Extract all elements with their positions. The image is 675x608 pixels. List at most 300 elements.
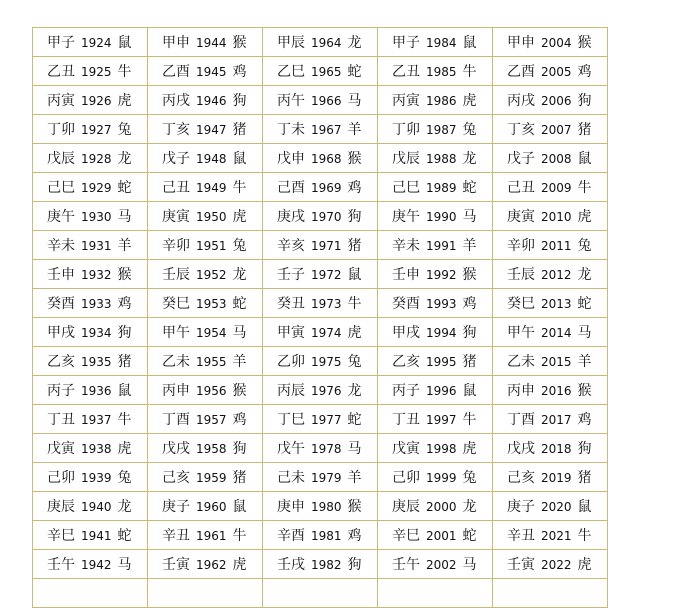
year-cell — [263, 57, 378, 86]
year-label: 1932 — [81, 268, 112, 282]
year-label: 1990 — [426, 210, 457, 224]
year-label: 1988 — [426, 152, 457, 166]
zodiac-label: 兔 — [577, 238, 592, 254]
year-label: 2014 — [541, 326, 572, 340]
year-cell — [263, 115, 378, 144]
year-cell — [148, 115, 263, 144]
zodiac-label: 猪 — [117, 354, 132, 370]
year-cell — [493, 550, 608, 579]
year-cell — [378, 202, 493, 231]
year-label: 1998 — [426, 442, 457, 456]
year-label: 1972 — [311, 268, 342, 282]
year-cell — [263, 318, 378, 347]
ganzhi-label: 甲申 — [162, 35, 190, 51]
year-label: 2019 — [541, 471, 572, 485]
ganzhi-label: 壬子 — [277, 267, 305, 283]
table-row — [33, 463, 608, 492]
table-row — [33, 492, 608, 521]
zodiac-label: 兔 — [462, 470, 477, 486]
zodiac-label: 鸡 — [462, 296, 477, 312]
year-cell — [33, 347, 148, 376]
ganzhi-label: 辛未 — [47, 238, 75, 254]
zodiac-label: 马 — [117, 557, 132, 573]
year-cell — [493, 57, 608, 86]
zodiac-label: 鸡 — [347, 528, 362, 544]
zodiac-label: 马 — [117, 209, 132, 225]
ganzhi-label: 乙卯 — [277, 354, 305, 370]
ganzhi-label: 庚子 — [507, 499, 535, 515]
year-label: 1929 — [81, 181, 112, 195]
year-label: 1953 — [196, 297, 227, 311]
year-label: 1966 — [311, 94, 342, 108]
zodiac-label: 猪 — [462, 354, 477, 370]
ganzhi-label: 癸巳 — [162, 296, 190, 312]
ganzhi-label: 丁卯 — [47, 122, 75, 138]
year-label: 2007 — [541, 123, 572, 137]
zodiac-label: 蛇 — [347, 64, 362, 80]
year-cell — [378, 173, 493, 202]
ganzhi-label: 己卯 — [47, 470, 75, 486]
ganzhi-label: 壬申 — [392, 267, 420, 283]
zodiac-label: 鼠 — [117, 35, 132, 51]
year-cell — [493, 28, 608, 57]
year-cell — [493, 260, 608, 289]
zodiac-label: 马 — [462, 557, 477, 573]
ganzhi-label: 己酉 — [277, 180, 305, 196]
table-row — [33, 115, 608, 144]
ganzhi-label: 丙申 — [507, 383, 535, 399]
ganzhi-label: 辛丑 — [507, 528, 535, 544]
year-label: 2022 — [541, 558, 572, 572]
year-cell — [33, 86, 148, 115]
ganzhi-label: 戊子 — [162, 151, 190, 167]
year-label: 2013 — [541, 297, 572, 311]
ganzhi-label: 辛未 — [392, 238, 420, 254]
ganzhi-label: 丙子 — [392, 383, 420, 399]
year-cell — [148, 173, 263, 202]
year-label: 1924 — [81, 36, 112, 50]
zodiac-label: 龙 — [347, 35, 362, 51]
year-label: 2018 — [541, 442, 572, 456]
year-cell — [148, 347, 263, 376]
zodiac-label: 牛 — [232, 180, 247, 196]
ganzhi-year-table — [32, 27, 608, 608]
year-cell — [493, 202, 608, 231]
ganzhi-label: 丙戌 — [507, 93, 535, 109]
zodiac-label: 猴 — [347, 499, 362, 515]
year-cell — [493, 115, 608, 144]
year-label: 1964 — [311, 36, 342, 50]
ganzhi-label: 壬寅 — [507, 557, 535, 573]
zodiac-label: 鼠 — [232, 151, 247, 167]
year-cell — [493, 492, 608, 521]
year-cell — [263, 144, 378, 173]
ganzhi-label: 戊戌 — [507, 441, 535, 457]
zodiac-label: 牛 — [462, 412, 477, 428]
year-label: 1945 — [196, 65, 227, 79]
ganzhi-label: 丙寅 — [392, 93, 420, 109]
zodiac-label: 猪 — [577, 122, 592, 138]
zodiac-label: 鸡 — [232, 412, 247, 428]
ganzhi-label: 壬戌 — [277, 557, 305, 573]
year-label: 1946 — [196, 94, 227, 108]
zodiac-label: 鸡 — [232, 64, 247, 80]
year-label: 1992 — [426, 268, 457, 282]
zodiac-label: 猴 — [347, 151, 362, 167]
zodiac-label: 蛇 — [462, 180, 477, 196]
zodiac-label: 羊 — [347, 470, 362, 486]
year-cell — [33, 579, 148, 608]
year-cell — [493, 579, 608, 608]
zodiac-label: 狗 — [117, 325, 132, 341]
zodiac-label: 鸡 — [577, 64, 592, 80]
zodiac-label: 虎 — [232, 209, 247, 225]
year-cell — [263, 86, 378, 115]
year-label: 1948 — [196, 152, 227, 166]
ganzhi-label: 乙亥 — [392, 354, 420, 370]
zodiac-label: 鼠 — [577, 499, 592, 515]
ganzhi-label: 甲子 — [392, 35, 420, 51]
ganzhi-label: 乙未 — [162, 354, 190, 370]
zodiac-label: 兔 — [462, 122, 477, 138]
ganzhi-label: 甲子 — [47, 35, 75, 51]
ganzhi-label: 癸丑 — [277, 296, 305, 312]
ganzhi-label: 甲戌 — [392, 325, 420, 341]
ganzhi-label: 丁亥 — [507, 122, 535, 138]
year-cell — [148, 434, 263, 463]
ganzhi-label: 辛酉 — [277, 528, 305, 544]
table-row — [33, 28, 608, 57]
year-cell — [263, 347, 378, 376]
zodiac-label: 猴 — [117, 267, 132, 283]
year-cell — [148, 318, 263, 347]
ganzhi-label: 己巳 — [392, 180, 420, 196]
year-cell — [378, 115, 493, 144]
ganzhi-label: 丁丑 — [47, 412, 75, 428]
zodiac-label: 兔 — [347, 354, 362, 370]
zodiac-label: 龙 — [462, 499, 477, 515]
year-label: 2017 — [541, 413, 572, 427]
ganzhi-label: 癸酉 — [47, 296, 75, 312]
year-label: 1942 — [81, 558, 112, 572]
table-row — [33, 318, 608, 347]
year-cell — [33, 202, 148, 231]
year-cell — [378, 28, 493, 57]
table-row — [33, 376, 608, 405]
year-cell — [33, 492, 148, 521]
ganzhi-label: 丙寅 — [47, 93, 75, 109]
year-cell — [378, 289, 493, 318]
year-cell — [148, 550, 263, 579]
zodiac-label: 狗 — [232, 441, 247, 457]
year-cell — [493, 347, 608, 376]
zodiac-label: 兔 — [232, 238, 247, 254]
table-row — [33, 144, 608, 173]
ganzhi-label: 辛亥 — [277, 238, 305, 254]
year-label: 1934 — [81, 326, 112, 340]
year-cell — [493, 521, 608, 550]
zodiac-label: 鸡 — [347, 180, 362, 196]
ganzhi-label: 辛丑 — [162, 528, 190, 544]
year-label: 1947 — [196, 123, 227, 137]
year-cell — [33, 521, 148, 550]
year-label: 1925 — [81, 65, 112, 79]
zodiac-label: 猴 — [232, 383, 247, 399]
zodiac-label: 牛 — [117, 412, 132, 428]
year-cell — [33, 260, 148, 289]
year-cell — [493, 318, 608, 347]
ganzhi-label: 戊辰 — [392, 151, 420, 167]
year-cell — [33, 405, 148, 434]
year-label: 2008 — [541, 152, 572, 166]
ganzhi-label: 壬申 — [47, 267, 75, 283]
ganzhi-label: 己丑 — [507, 180, 535, 196]
zodiac-label: 狗 — [232, 93, 247, 109]
ganzhi-label: 辛卯 — [507, 238, 535, 254]
ganzhi-label: 己卯 — [392, 470, 420, 486]
zodiac-label: 羊 — [117, 238, 132, 254]
ganzhi-label: 己亥 — [507, 470, 535, 486]
ganzhi-label: 乙丑 — [392, 64, 420, 80]
zodiac-label: 马 — [347, 93, 362, 109]
ganzhi-label: 己未 — [277, 470, 305, 486]
ganzhi-label: 甲寅 — [277, 325, 305, 341]
ganzhi-label: 庚辰 — [47, 499, 75, 515]
year-label: 2021 — [541, 529, 572, 543]
year-cell — [493, 231, 608, 260]
year-cell — [493, 376, 608, 405]
year-cell — [378, 405, 493, 434]
zodiac-label: 牛 — [117, 64, 132, 80]
zodiac-label: 牛 — [347, 296, 362, 312]
year-label: 1930 — [81, 210, 112, 224]
year-label: 1941 — [81, 529, 112, 543]
zodiac-label: 牛 — [577, 528, 592, 544]
year-label: 1985 — [426, 65, 457, 79]
table-row — [33, 579, 608, 608]
ganzhi-label: 戊戌 — [162, 441, 190, 457]
year-label: 1970 — [311, 210, 342, 224]
year-label: 1977 — [311, 413, 342, 427]
year-label: 1933 — [81, 297, 112, 311]
year-cell — [378, 144, 493, 173]
ganzhi-label: 丙辰 — [277, 383, 305, 399]
year-cell — [378, 260, 493, 289]
zodiac-label: 鼠 — [577, 151, 592, 167]
zodiac-label: 蛇 — [232, 296, 247, 312]
year-label: 1928 — [81, 152, 112, 166]
year-label: 1976 — [311, 384, 342, 398]
year-cell — [33, 550, 148, 579]
zodiac-label: 猪 — [577, 470, 592, 486]
table-row — [33, 202, 608, 231]
year-label: 1949 — [196, 181, 227, 195]
zodiac-label: 虎 — [232, 557, 247, 573]
year-label: 1968 — [311, 152, 342, 166]
year-label: 1960 — [196, 500, 227, 514]
year-label: 2011 — [541, 239, 572, 253]
zodiac-label: 猴 — [577, 35, 592, 51]
year-cell — [263, 28, 378, 57]
year-cell — [263, 231, 378, 260]
zodiac-label: 虎 — [117, 441, 132, 457]
year-cell — [263, 173, 378, 202]
year-cell — [148, 289, 263, 318]
year-cell — [263, 434, 378, 463]
year-cell — [263, 260, 378, 289]
year-label: 1940 — [81, 500, 112, 514]
ganzhi-label: 戊申 — [277, 151, 305, 167]
year-cell — [148, 202, 263, 231]
zodiac-label: 兔 — [117, 470, 132, 486]
table-row — [33, 57, 608, 86]
ganzhi-label: 乙酉 — [507, 64, 535, 80]
year-label: 1938 — [81, 442, 112, 456]
ganzhi-label: 庚申 — [277, 499, 305, 515]
year-label: 1955 — [196, 355, 227, 369]
year-cell — [378, 521, 493, 550]
year-label: 2020 — [541, 500, 572, 514]
zodiac-label: 蛇 — [117, 528, 132, 544]
ganzhi-label: 癸酉 — [392, 296, 420, 312]
ganzhi-label: 壬午 — [392, 557, 420, 573]
table-row — [33, 405, 608, 434]
year-label: 1986 — [426, 94, 457, 108]
year-label: 1936 — [81, 384, 112, 398]
year-cell — [148, 376, 263, 405]
ganzhi-label: 己丑 — [162, 180, 190, 196]
year-cell — [493, 86, 608, 115]
year-cell — [378, 86, 493, 115]
year-label: 2000 — [426, 500, 457, 514]
year-label: 1950 — [196, 210, 227, 224]
ganzhi-label: 丁卯 — [392, 122, 420, 138]
year-label: 1967 — [311, 123, 342, 137]
zodiac-label: 狗 — [577, 441, 592, 457]
ganzhi-label: 庚寅 — [507, 209, 535, 225]
year-label: 1989 — [426, 181, 457, 195]
year-cell — [378, 550, 493, 579]
year-label: 1959 — [196, 471, 227, 485]
zodiac-label: 猴 — [462, 267, 477, 283]
ganzhi-label: 壬辰 — [507, 267, 535, 283]
year-cell — [33, 318, 148, 347]
zodiac-label: 鼠 — [462, 35, 477, 51]
ganzhi-label: 丁亥 — [162, 122, 190, 138]
year-label: 1944 — [196, 36, 227, 50]
year-cell — [378, 492, 493, 521]
ganzhi-label: 戊寅 — [47, 441, 75, 457]
year-cell — [33, 463, 148, 492]
year-cell — [148, 579, 263, 608]
year-label: 1962 — [196, 558, 227, 572]
zodiac-label: 马 — [232, 325, 247, 341]
zodiac-label: 马 — [347, 441, 362, 457]
year-cell — [263, 521, 378, 550]
year-label: 2004 — [541, 36, 572, 50]
zodiac-label: 牛 — [577, 180, 592, 196]
year-cell — [148, 260, 263, 289]
year-label: 1996 — [426, 384, 457, 398]
zodiac-label: 虎 — [577, 557, 592, 573]
ganzhi-label: 丙申 — [162, 383, 190, 399]
year-label: 1979 — [311, 471, 342, 485]
year-label: 1931 — [81, 239, 112, 253]
zodiac-label: 马 — [577, 325, 592, 341]
ganzhi-label: 甲午 — [507, 325, 535, 341]
ganzhi-label: 乙巳 — [277, 64, 305, 80]
table-row — [33, 173, 608, 202]
year-cell — [148, 144, 263, 173]
zodiac-label: 羊 — [347, 122, 362, 138]
ganzhi-label: 丁未 — [277, 122, 305, 138]
year-cell — [263, 202, 378, 231]
table-row — [33, 347, 608, 376]
zodiac-label: 龙 — [462, 151, 477, 167]
year-label: 1975 — [311, 355, 342, 369]
ganzhi-label: 戊辰 — [47, 151, 75, 167]
year-label: 2009 — [541, 181, 572, 195]
year-label: 1971 — [311, 239, 342, 253]
zodiac-label: 蛇 — [462, 528, 477, 544]
ganzhi-label: 庚辰 — [392, 499, 420, 515]
ganzhi-label: 壬寅 — [162, 557, 190, 573]
ganzhi-label: 庚午 — [392, 209, 420, 225]
year-cell — [33, 173, 148, 202]
year-label: 1999 — [426, 471, 457, 485]
zodiac-label: 猪 — [347, 238, 362, 254]
year-label: 1937 — [81, 413, 112, 427]
year-cell — [33, 434, 148, 463]
year-cell — [148, 521, 263, 550]
year-label: 1956 — [196, 384, 227, 398]
ganzhi-label: 戊子 — [507, 151, 535, 167]
zodiac-label: 牛 — [462, 64, 477, 80]
ganzhi-label: 辛卯 — [162, 238, 190, 254]
year-cell — [263, 405, 378, 434]
year-cell — [493, 289, 608, 318]
year-cell — [263, 289, 378, 318]
ganzhi-label: 丙戌 — [162, 93, 190, 109]
year-label: 1951 — [196, 239, 227, 253]
zodiac-label: 羊 — [232, 354, 247, 370]
zodiac-label: 马 — [462, 209, 477, 225]
year-label: 1984 — [426, 36, 457, 50]
year-label: 1981 — [311, 529, 342, 543]
ganzhi-label: 癸巳 — [507, 296, 535, 312]
ganzhi-label: 乙未 — [507, 354, 535, 370]
zodiac-label: 羊 — [462, 238, 477, 254]
ganzhi-label: 丁丑 — [392, 412, 420, 428]
year-cell — [33, 28, 148, 57]
ganzhi-label: 辛巳 — [392, 528, 420, 544]
ganzhi-label: 丙午 — [277, 93, 305, 109]
year-label: 1935 — [81, 355, 112, 369]
year-cell — [33, 144, 148, 173]
year-cell — [33, 231, 148, 260]
ganzhi-label: 庚寅 — [162, 209, 190, 225]
ganzhi-label: 乙丑 — [47, 64, 75, 80]
year-cell — [148, 231, 263, 260]
ganzhi-label: 丁酉 — [162, 412, 190, 428]
ganzhi-label: 己亥 — [162, 470, 190, 486]
year-cell — [493, 173, 608, 202]
year-cell — [263, 492, 378, 521]
year-cell — [378, 57, 493, 86]
zodiac-label: 猪 — [232, 122, 247, 138]
year-label: 1980 — [311, 500, 342, 514]
year-label: 1965 — [311, 65, 342, 79]
